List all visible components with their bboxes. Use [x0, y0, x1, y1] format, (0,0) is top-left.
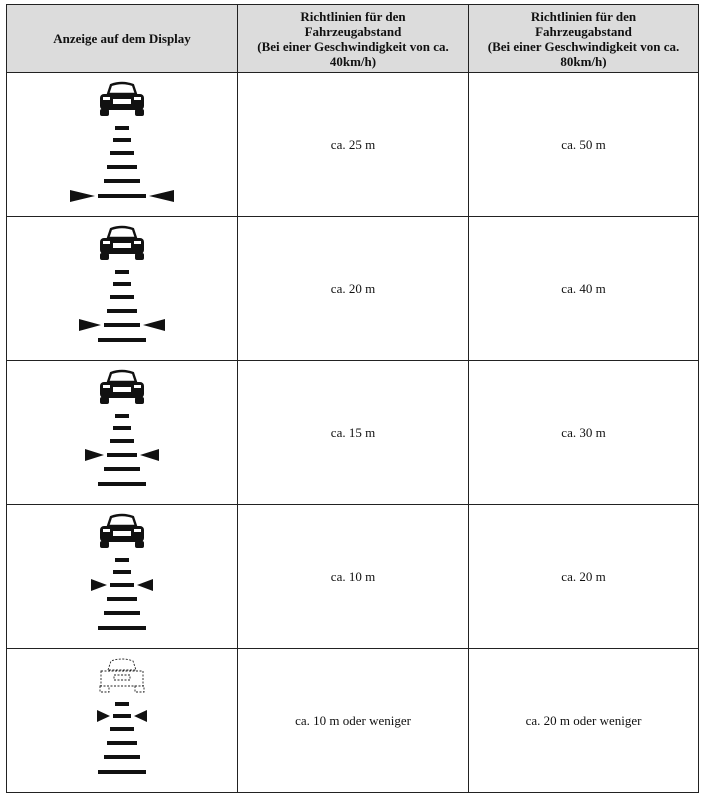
- header-40kmh: Richtlinien für den Fahrzeugabstand (Bei einer Geschwindigkeit von ca. 40km/h): [238, 5, 469, 73]
- header-row: [7, 5, 699, 73]
- distance-level-1-icon: [67, 510, 177, 644]
- distance-bars-icon: [91, 558, 153, 630]
- table-row: [7, 649, 699, 793]
- distance-80-cell: ca. 20 m oder weniger: [469, 649, 699, 793]
- marker-right-icon: [134, 710, 147, 722]
- leading-car-icon: [100, 515, 144, 548]
- header-display: Anzeige auf dem Display: [7, 5, 238, 73]
- display-cell: [7, 649, 238, 793]
- table-row: [7, 217, 699, 361]
- distance-80-cell: ca. 20 m: [469, 505, 699, 649]
- display-cell: [7, 505, 238, 649]
- distance-80-cell: ca. 40 m: [469, 217, 699, 361]
- marker-left-icon: [91, 579, 107, 591]
- distance-80-cell: ca. 30 m: [469, 361, 699, 505]
- distance-40-cell: ca. 15 m: [238, 361, 469, 505]
- distance-40-cell: ca. 10 m oder weniger: [238, 649, 469, 793]
- distance-40-cell: ca. 25 m: [238, 73, 469, 217]
- display-cell: [7, 73, 238, 217]
- leading-car-icon: [100, 83, 144, 116]
- marker-right-icon: [137, 579, 153, 591]
- leading-car-icon: [100, 227, 144, 260]
- marker-left-icon: [79, 319, 101, 331]
- display-cell: [7, 361, 238, 505]
- distance-level-3-icon: [67, 222, 177, 356]
- marker-right-icon: [143, 319, 165, 331]
- distance-bars-icon: [85, 414, 159, 486]
- leading-car-icon: [100, 371, 144, 404]
- table-row: [7, 361, 699, 505]
- distance-bars-icon: [70, 126, 174, 202]
- distance-40-cell: ca. 20 m: [238, 217, 469, 361]
- distance-level-4-icon: [67, 78, 177, 212]
- table-row: [7, 73, 699, 217]
- table-row: [7, 505, 699, 649]
- marker-left-icon: [97, 710, 110, 722]
- leading-car-icon: [100, 659, 144, 692]
- marker-left-icon: [70, 190, 95, 202]
- marker-right-icon: [149, 190, 174, 202]
- distance-80-cell: ca. 50 m: [469, 73, 699, 217]
- distance-level-2-icon: [67, 366, 177, 500]
- marker-right-icon: [140, 449, 159, 461]
- distance-40-cell: ca. 10 m: [238, 505, 469, 649]
- distance-bars-icon: [79, 270, 165, 342]
- distance-level-0-icon: [67, 654, 177, 788]
- display-cell: [7, 217, 238, 361]
- marker-left-icon: [85, 449, 104, 461]
- header-80kmh: Richtlinien für den Fahrzeugabstand (Bei einer Geschwindigkeit von ca. 80km/h): [469, 5, 699, 73]
- distance-bars-icon: [97, 702, 147, 774]
- distance-guideline-table: [6, 4, 699, 793]
